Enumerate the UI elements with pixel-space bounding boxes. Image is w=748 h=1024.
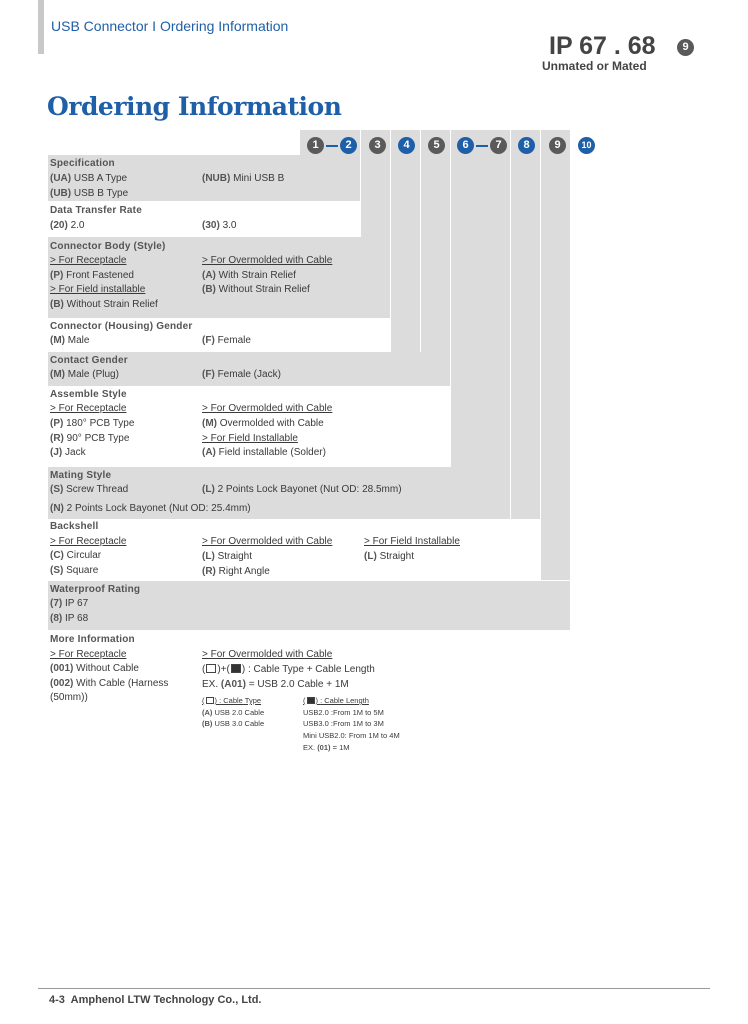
cable-length-example: EX. (01) = 1M bbox=[303, 743, 350, 752]
subheading-receptacle: > For Receptacle bbox=[50, 255, 127, 266]
cable-length-box-icon bbox=[307, 697, 315, 704]
option-002: (002) With Cable (Harness bbox=[50, 678, 169, 689]
breadcrumb: USB Connector I Ordering Information bbox=[51, 18, 289, 34]
section-title-more-information: More Information bbox=[50, 634, 135, 645]
subheading-field-installable: > For Field Installable bbox=[364, 536, 460, 547]
cable-type-b: (B) USB 3.0 Cable bbox=[202, 719, 265, 728]
cable-code-example: EX. (A01) = USB 2.0 Cable + 1M bbox=[202, 679, 349, 690]
section-title-mating-style: Mating Style bbox=[50, 470, 112, 481]
section-title-specification: Specification bbox=[50, 158, 115, 169]
footer-company: Amphenol LTW Technology Co., Ltd. bbox=[70, 994, 262, 1006]
section-title-waterproof-rating: Waterproof Rating bbox=[50, 584, 141, 595]
option-p-180: (P) 180° PCB Type bbox=[50, 418, 135, 429]
option-8-ip68: (8) IP 68 bbox=[50, 613, 89, 624]
subheading-receptacle: > For Receptacle bbox=[50, 649, 127, 660]
subheading-field-installable: > For Field Installable bbox=[202, 433, 298, 444]
cable-type-box-icon bbox=[206, 664, 216, 673]
page-title: Ordering Information bbox=[47, 92, 342, 121]
section-title-backshell: Backshell bbox=[50, 521, 99, 532]
option-ua: (UA) USB A Type bbox=[50, 173, 128, 184]
option-f-jack: (F) Female (Jack) bbox=[202, 369, 281, 380]
option-30: (30) 3.0 bbox=[202, 220, 237, 231]
option-m-overmolded: (M) Overmolded with Cable bbox=[202, 418, 324, 429]
subheading-overmolded: > For Overmolded with Cable bbox=[202, 536, 333, 547]
option-a-with: (A) With Strain Relief bbox=[202, 270, 296, 281]
footer-divider bbox=[38, 988, 710, 989]
code-badge-7: 7 bbox=[490, 137, 507, 154]
cable-length-usb30: USB3.0 :From 1M to 3M bbox=[303, 719, 384, 728]
option-n-bayonet: (N) 2 Points Lock Bayonet (Nut OD: 25.4mm) bbox=[50, 503, 251, 514]
cable-type-box-icon bbox=[206, 697, 214, 704]
option-l-straight: (L) Straight bbox=[202, 551, 253, 562]
subheading-field-installable: > For Field installable bbox=[50, 284, 146, 295]
section-title-assemble-style: Assemble Style bbox=[50, 389, 127, 400]
option-nub: (NUB) Mini USB B bbox=[202, 173, 285, 184]
code-badge-3: 3 bbox=[369, 137, 386, 154]
option-c-circular: (C) Circular bbox=[50, 550, 102, 561]
option-b-without-overmolded: (B) Without Strain Relief bbox=[202, 284, 310, 295]
option-l-bayonet: (L) 2 Points Lock Bayonet (Nut OD: 28.5mm) bbox=[202, 484, 402, 495]
option-s-square: (S) Square bbox=[50, 565, 99, 576]
cable-length-heading: ( ) : Cable Length bbox=[303, 696, 369, 705]
subheading-receptacle: > For Receptacle bbox=[50, 536, 127, 547]
option-r-90: (R) 90° PCB Type bbox=[50, 433, 130, 444]
footer-page-number: 4-3 bbox=[49, 994, 65, 1006]
subheading-receptacle: > For Receptacle bbox=[50, 403, 127, 414]
rating-subtitle: Unmated or Mated bbox=[542, 59, 647, 73]
section-title-data-transfer-rate: Data Transfer Rate bbox=[50, 205, 142, 216]
footer-text bbox=[49, 994, 261, 1006]
cable-length-usb20: USB2.0 :From 1M to 5M bbox=[303, 708, 384, 717]
option-j-jack: (J) Jack bbox=[50, 447, 86, 458]
section-title-contact-gender: Contact Gender bbox=[50, 355, 128, 366]
option-a-field: (A) Field installable (Solder) bbox=[202, 447, 326, 458]
subheading-overmolded: > For Overmolded with Cable bbox=[202, 255, 333, 266]
code-badge-1: 1 bbox=[307, 137, 324, 154]
code-badge-8: 8 bbox=[518, 137, 535, 154]
option-l-straight-field: (L) Straight bbox=[364, 551, 415, 562]
column-bar-4 bbox=[391, 130, 420, 352]
cable-code-formula: ( )+( ) : Cable Type + Cable Length bbox=[202, 664, 375, 675]
rating-badge: 9 bbox=[677, 39, 694, 56]
code-badge-2: 2 bbox=[340, 137, 357, 154]
code-range-dash bbox=[476, 145, 488, 147]
column-bar-5 bbox=[421, 130, 450, 386]
option-r-right-angle: (R) Right Angle bbox=[202, 566, 270, 577]
column-bar-6-7 bbox=[451, 130, 510, 467]
option-s-screw: (S) Screw Thread bbox=[50, 484, 129, 495]
code-badge-10: 10 bbox=[578, 137, 595, 154]
code-badge-6: 6 bbox=[457, 137, 474, 154]
code-badge-9: 9 bbox=[549, 137, 566, 154]
option-m-plug: (M) Male (Plug) bbox=[50, 369, 119, 380]
code-badge-5: 5 bbox=[428, 137, 445, 154]
subheading-overmolded: > For Overmolded with Cable bbox=[202, 649, 333, 660]
option-b-without: (B) Without Strain Relief bbox=[50, 299, 158, 310]
subheading-overmolded: > For Overmolded with Cable bbox=[202, 403, 333, 414]
cable-type-a: (A) USB 2.0 Cable bbox=[202, 708, 265, 717]
header-accent-bar bbox=[38, 0, 44, 54]
option-002-continued: (50mm)) bbox=[50, 692, 88, 703]
option-m-male: (M) Male bbox=[50, 335, 90, 346]
cable-length-mini-usb20: Mini USB2.0: From 1M to 4M bbox=[303, 731, 400, 740]
code-badge-4: 4 bbox=[398, 137, 415, 154]
code-range-dash bbox=[326, 145, 338, 147]
cable-type-heading: ( ) : Cable Type bbox=[202, 696, 262, 705]
rating-heading: IP 67 . 68 bbox=[549, 32, 656, 60]
option-f-female: (F) Female bbox=[202, 335, 251, 346]
section-title-housing-gender: Connector (Housing) Gender bbox=[50, 321, 193, 332]
option-ub: (UB) USB B Type bbox=[50, 188, 129, 199]
option-001: (001) Without Cable bbox=[50, 663, 139, 674]
column-bar-8 bbox=[511, 130, 540, 519]
column-bar-9 bbox=[541, 130, 570, 580]
section-title-connector-body: Connector Body (Style) bbox=[50, 241, 166, 252]
option-20: (20) 2.0 bbox=[50, 220, 85, 231]
option-p-front: (P) Front Fastened bbox=[50, 270, 134, 281]
option-7-ip67: (7) IP 67 bbox=[50, 598, 89, 609]
cable-length-box-icon bbox=[231, 664, 241, 673]
